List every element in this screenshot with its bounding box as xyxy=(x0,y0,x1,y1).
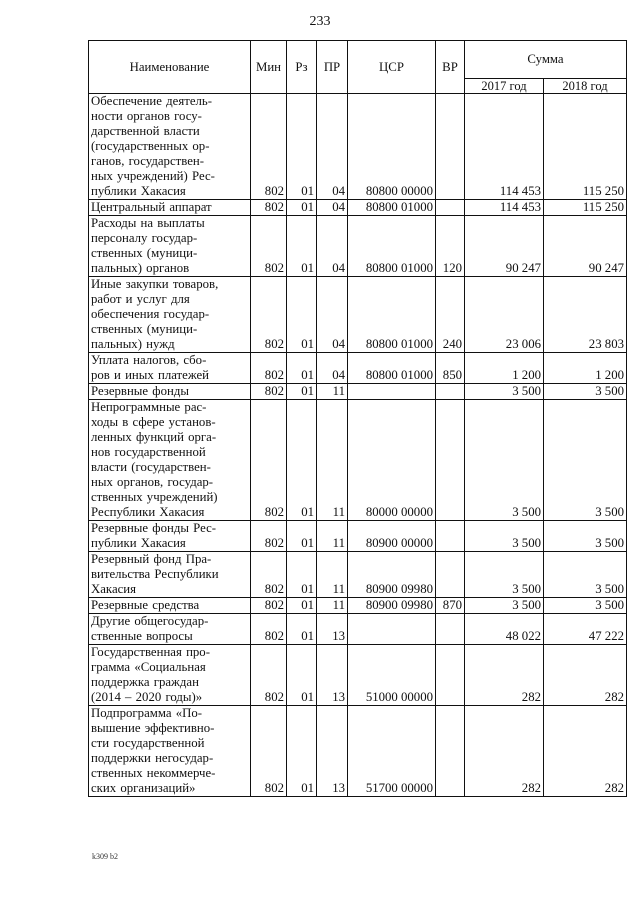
table-row xyxy=(89,521,627,552)
cell-pr: 04 xyxy=(317,200,348,216)
table-row xyxy=(89,706,627,797)
cell-2018: 1 200 xyxy=(544,353,627,384)
cell-2017: 48 022 xyxy=(465,614,544,645)
table-header xyxy=(89,41,627,94)
cell-pr: 04 xyxy=(317,353,348,384)
cell-name: Резервный фонд Пра- вительства Республики Хакасия xyxy=(89,552,251,598)
cell-csr: 80900 09980 xyxy=(348,552,436,598)
cell-pr: 11 xyxy=(317,384,348,400)
header-min: Мин xyxy=(251,41,287,94)
table-row xyxy=(89,94,627,200)
header-name: Наименование xyxy=(89,41,251,94)
table-row xyxy=(89,645,627,706)
cell-vr xyxy=(436,552,465,598)
cell-vr xyxy=(436,400,465,521)
cell-name: Уплата налогов, сбо- ров и иных платежей xyxy=(89,353,251,384)
cell-rz: 01 xyxy=(287,353,317,384)
cell-pr: 04 xyxy=(317,216,348,277)
cell-2018: 115 250 xyxy=(544,94,627,200)
cell-rz: 01 xyxy=(287,706,317,797)
table-row xyxy=(89,384,627,400)
cell-vr: 850 xyxy=(436,353,465,384)
header-sum: Сумма xyxy=(465,41,627,79)
cell-2017: 114 453 xyxy=(465,94,544,200)
table-row xyxy=(89,216,627,277)
cell-2017: 3 500 xyxy=(465,598,544,614)
cell-rz: 01 xyxy=(287,200,317,216)
cell-rz: 01 xyxy=(287,521,317,552)
cell-min: 802 xyxy=(251,94,287,200)
cell-name: Подпрограмма «По- вышение эффективно- сти государственной поддержки негосудар- ственных некоммерче- ских организаций» xyxy=(89,706,251,797)
cell-csr: 80800 01000 xyxy=(348,277,436,353)
cell-min: 802 xyxy=(251,614,287,645)
cell-min: 802 xyxy=(251,216,287,277)
cell-pr: 11 xyxy=(317,521,348,552)
cell-2017: 90 247 xyxy=(465,216,544,277)
cell-min: 802 xyxy=(251,277,287,353)
cell-name: Государственная про- грамма «Социальная поддержка граждан (2014 – 2020 годы)» xyxy=(89,645,251,706)
cell-2017: 282 xyxy=(465,645,544,706)
cell-2018: 3 500 xyxy=(544,400,627,521)
cell-2017: 23 006 xyxy=(465,277,544,353)
cell-min: 802 xyxy=(251,598,287,614)
cell-min: 802 xyxy=(251,384,287,400)
table-row xyxy=(89,614,627,645)
cell-2017: 3 500 xyxy=(465,552,544,598)
table-row xyxy=(89,200,627,216)
cell-2018: 3 500 xyxy=(544,521,627,552)
cell-csr: 80900 00000 xyxy=(348,521,436,552)
cell-min: 802 xyxy=(251,200,287,216)
cell-csr: 80900 09980 xyxy=(348,598,436,614)
cell-2018: 282 xyxy=(544,645,627,706)
header-vr: ВР xyxy=(436,41,465,94)
header-year-2017: 2017 год xyxy=(465,79,544,94)
cell-name: Обеспечение деятель- ности органов госу- дарственной власти (государственных ор- ганов, государствен- ных учреждений) Рес- публики Хакасия xyxy=(89,94,251,200)
cell-2017: 282 xyxy=(465,706,544,797)
cell-name: Иные закупки товаров, работ и услуг для обеспечения государ- ственных (муници- пальных) нужд xyxy=(89,277,251,353)
cell-vr: 870 xyxy=(436,598,465,614)
cell-vr xyxy=(436,706,465,797)
cell-min: 802 xyxy=(251,552,287,598)
cell-2018: 282 xyxy=(544,706,627,797)
cell-vr xyxy=(436,614,465,645)
cell-pr: 04 xyxy=(317,277,348,353)
table-row xyxy=(89,552,627,598)
cell-vr: 120 xyxy=(436,216,465,277)
table-body xyxy=(89,94,627,797)
cell-name: Непрограммные рас- ходы в сфере установ- ленных функций орга- нов государственной власти (государствен- ных органов, государ- ственных учреждений) Республики Хакасия xyxy=(89,400,251,521)
header-csr: ЦСР xyxy=(348,41,436,94)
cell-name: Расходы на выплаты персоналу государ- ственных (муници- пальных) органов xyxy=(89,216,251,277)
cell-name: Резервные средства xyxy=(89,598,251,614)
table-row xyxy=(89,277,627,353)
cell-csr: 80800 01000 xyxy=(348,216,436,277)
cell-pr: 13 xyxy=(317,614,348,645)
cell-csr: 80000 00000 xyxy=(348,400,436,521)
cell-vr xyxy=(436,200,465,216)
cell-rz: 01 xyxy=(287,645,317,706)
cell-2018: 3 500 xyxy=(544,384,627,400)
cell-pr: 11 xyxy=(317,400,348,521)
cell-2017: 3 500 xyxy=(465,521,544,552)
cell-rz: 01 xyxy=(287,552,317,598)
cell-2018: 47 222 xyxy=(544,614,627,645)
cell-rz: 01 xyxy=(287,277,317,353)
cell-2017: 3 500 xyxy=(465,384,544,400)
cell-vr: 240 xyxy=(436,277,465,353)
cell-2018: 115 250 xyxy=(544,200,627,216)
footer-code: k309 b2 xyxy=(92,852,118,861)
cell-pr: 11 xyxy=(317,598,348,614)
header-pr: ПР xyxy=(317,41,348,94)
cell-2017: 114 453 xyxy=(465,200,544,216)
cell-2017: 3 500 xyxy=(465,400,544,521)
cell-csr: 80800 00000 xyxy=(348,94,436,200)
cell-min: 802 xyxy=(251,353,287,384)
cell-rz: 01 xyxy=(287,614,317,645)
cell-min: 802 xyxy=(251,645,287,706)
cell-name: Центральный аппарат xyxy=(89,200,251,216)
cell-csr: 51000 00000 xyxy=(348,645,436,706)
table-row xyxy=(89,598,627,614)
cell-pr: 04 xyxy=(317,94,348,200)
cell-rz: 01 xyxy=(287,216,317,277)
cell-csr: 51700 00000 xyxy=(348,706,436,797)
page-number: 233 xyxy=(309,14,331,29)
cell-2018: 3 500 xyxy=(544,598,627,614)
cell-rz: 01 xyxy=(287,94,317,200)
cell-name: Резервные фонды xyxy=(89,384,251,400)
cell-pr: 11 xyxy=(317,552,348,598)
cell-min: 802 xyxy=(251,521,287,552)
cell-csr: 80800 01000 xyxy=(348,353,436,384)
cell-min: 802 xyxy=(251,400,287,521)
cell-rz: 01 xyxy=(287,598,317,614)
cell-2018: 90 247 xyxy=(544,216,627,277)
cell-min: 802 xyxy=(251,706,287,797)
cell-csr xyxy=(348,384,436,400)
cell-pr: 13 xyxy=(317,645,348,706)
cell-pr: 13 xyxy=(317,706,348,797)
cell-csr xyxy=(348,614,436,645)
budget-table xyxy=(88,40,627,797)
header-year-2018: 2018 год xyxy=(544,79,627,94)
cell-2017: 1 200 xyxy=(465,353,544,384)
cell-2018: 3 500 xyxy=(544,552,627,598)
cell-vr xyxy=(436,94,465,200)
table-row xyxy=(89,353,627,384)
cell-csr: 80800 01000 xyxy=(348,200,436,216)
cell-rz: 01 xyxy=(287,384,317,400)
cell-vr xyxy=(436,384,465,400)
cell-vr xyxy=(436,521,465,552)
table-row xyxy=(89,400,627,521)
cell-name: Резервные фонды Рес- публики Хакасия xyxy=(89,521,251,552)
cell-2018: 23 803 xyxy=(544,277,627,353)
cell-vr xyxy=(436,645,465,706)
cell-rz: 01 xyxy=(287,400,317,521)
header-rz: Рз xyxy=(287,41,317,94)
cell-name: Другие общегосудар- ственные вопросы xyxy=(89,614,251,645)
